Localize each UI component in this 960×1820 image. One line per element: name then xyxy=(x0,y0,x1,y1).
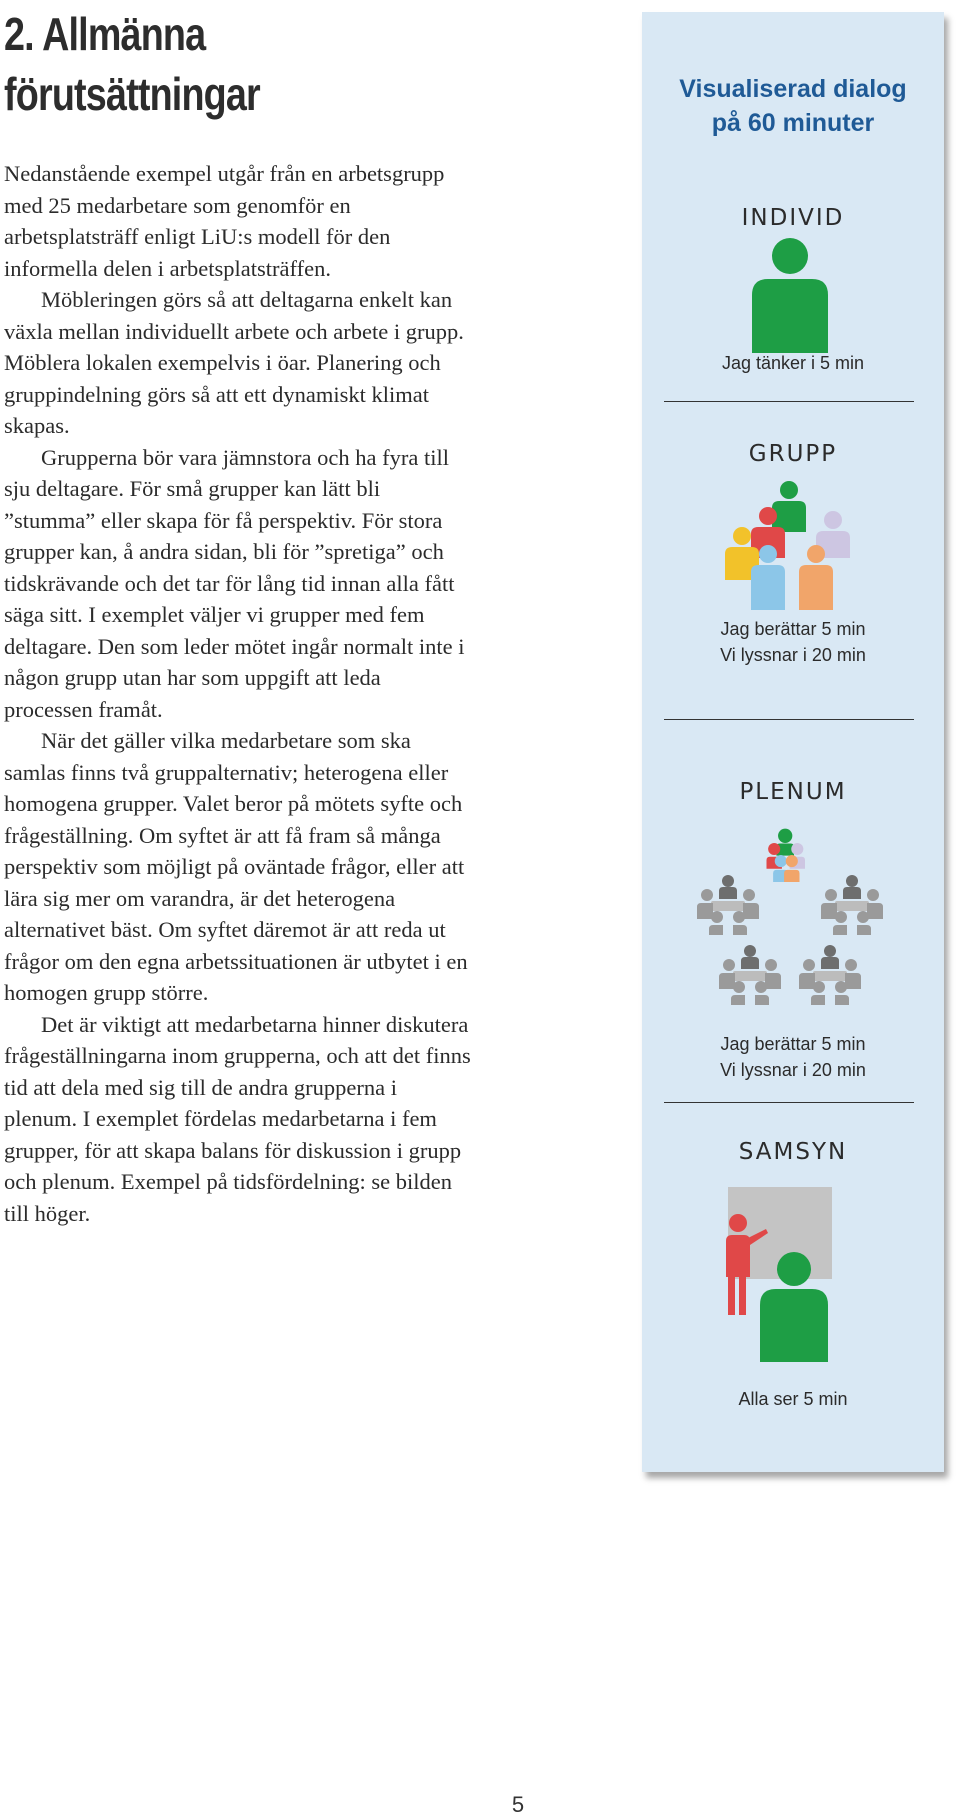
section-label-individ: INDIVID xyxy=(741,205,845,231)
section-divider xyxy=(664,1102,914,1103)
caption-plenum-line-1: Jag berättar 5 min xyxy=(720,1034,866,1054)
section-label-samsyn: SAMSYN xyxy=(738,1139,848,1165)
section-label-grupp: GRUPP xyxy=(748,441,838,467)
caption-plenum-line-2: Vi lyssnar i 20 min xyxy=(720,1060,866,1080)
body-paragraph-2: Möbleringen görs så att deltagarna enkelt kan växla mellan individuellt arbete och arbete i grupp. Möblera lokalen exempelvis i öar. Planering och gruppindelning görs så att ett dynamiskt klimat skapas. xyxy=(4,287,464,438)
caption-samsyn-line-1: Alla ser 5 min xyxy=(738,1389,848,1409)
section-caption-plenum xyxy=(642,1031,944,1083)
dialog-sidebar xyxy=(642,12,944,1472)
page-title-line-1: 2. Allmänna xyxy=(4,8,206,60)
body-paragraph-3: Grupperna bör vara jämnstora och ha fyra till sju deltagare. För små grupper kan lätt bli ”stumma” eller skapa för få perspektiv. För stora grupper kan, å andra sidan, bli för ”spretiga” och tidskrävande och det tar för lång tid innan alla fått säga sitt. I exemplet väljer vi grupper med fem deltagare. Den som leder mötet ingår normalt inte i någon grupp utan har som uppgift att leda processen framåt. xyxy=(4,444,465,722)
body-paragraph-1: Nedanstående exempel utgår från en arbetsgrupp med 25 medarbetare som genomför en arbetsplatsträff enligt LiU:s modell för den informella delen i arbetsplatsträffen. xyxy=(4,161,445,281)
section-caption-individ xyxy=(642,350,944,376)
plenum-groups-icon xyxy=(697,827,887,1007)
group-people-icon xyxy=(724,480,854,610)
sidebar-title-line-1: Visualiserad dialog xyxy=(679,75,907,103)
section-divider xyxy=(664,401,914,402)
individual-person-icon xyxy=(750,237,830,353)
page-number: 5 xyxy=(511,1792,525,1817)
section-caption-grupp xyxy=(642,616,944,668)
caption-grupp-line-2: Vi lyssnar i 20 min xyxy=(720,645,866,665)
section-caption-samsyn xyxy=(642,1386,944,1412)
page-title-line-2: förutsättningar xyxy=(4,68,260,120)
sidebar-title-line-2: på 60 minuter xyxy=(711,109,875,137)
caption-grupp-line-1: Jag berättar 5 min xyxy=(720,619,866,639)
page-title xyxy=(4,4,463,124)
sidebar-title xyxy=(642,72,944,140)
body-paragraph-5: Det är viktigt att medarbetarna hinner diskutera frågeställningarna inom grupperna, och att det finns tid att dela med sig till de andra grupperna i plenum. I exemplet fördelas medarbetarna i fem grupper, för att skapa balans för diskussion i grupp och plenum. Exempel på tidsfördelning: se bilden till höger. xyxy=(4,1011,471,1226)
section-divider xyxy=(664,719,914,720)
caption-individ-line-1: Jag tänker i 5 min xyxy=(721,353,865,373)
body-text xyxy=(4,158,474,1229)
presenter-at-board-icon xyxy=(710,1187,870,1362)
body-paragraph-4: När det gäller vilka medarbetare som ska samlas finns två gruppalternativ; heterogena eller homogena grupper. Valet beror på mötets syfte och frågeställning. Om syftet är att få fram så många perspektiv som möjligt på oväntade frågor, eller att lära sig mer om varandra, är det heterogena alternativet bäst. Om syftet däremot är att reda ut frågor om den egna arbetssituationen är utbytet i en homogen grupp större. xyxy=(4,728,468,1005)
section-label-plenum: PLENUM xyxy=(739,779,847,805)
